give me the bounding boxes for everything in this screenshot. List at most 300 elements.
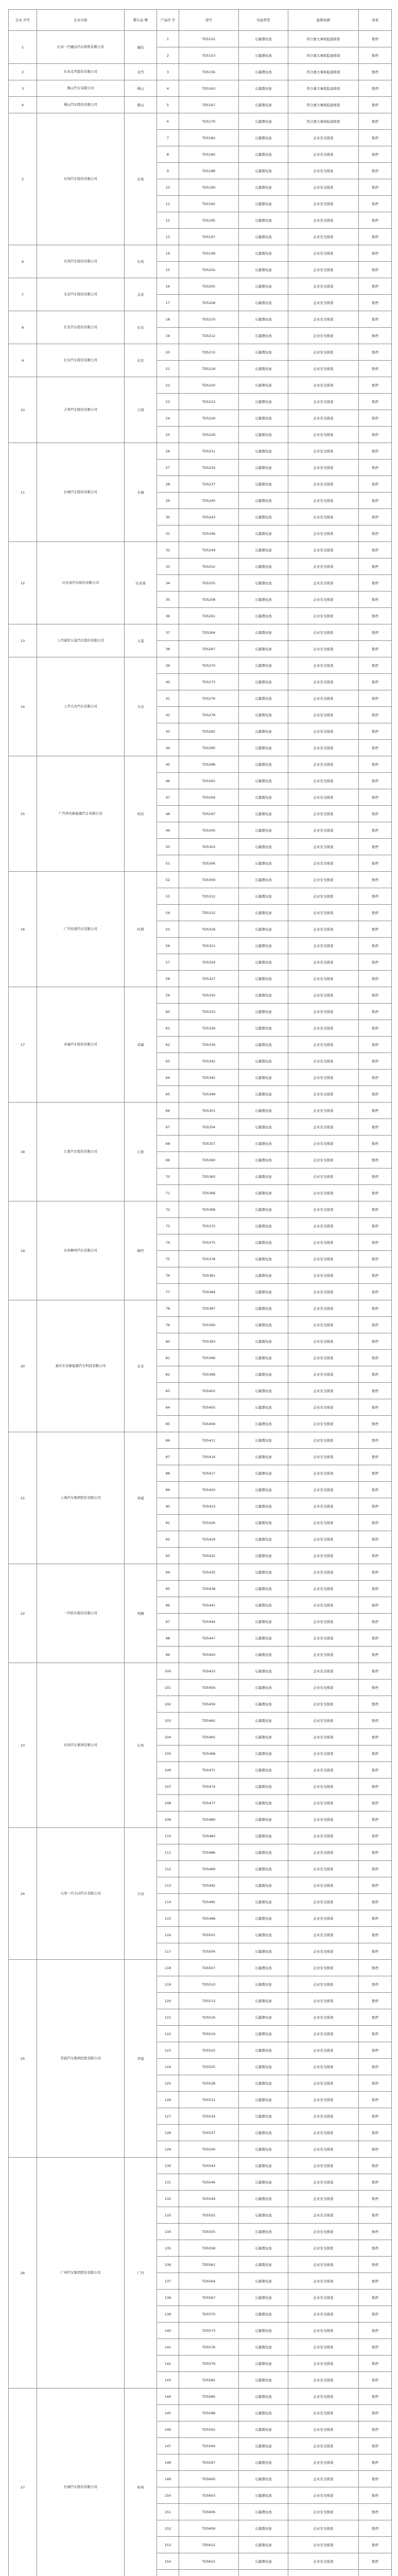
product-seq-cell: 9 bbox=[157, 163, 179, 179]
energy-test-cell: 企业安全排查 bbox=[288, 1581, 359, 1597]
energy-test-cell: 企业安全排查 bbox=[288, 1449, 359, 1465]
model-cell: TD5393 bbox=[179, 1333, 239, 1350]
product-seq-cell: 140 bbox=[157, 2323, 179, 2339]
product-seq-cell: 79 bbox=[157, 1317, 179, 1333]
battery-type-cell: 石墨锂电池 bbox=[239, 674, 288, 690]
battery-type-cell: 石墨锂电池 bbox=[239, 1383, 288, 1399]
brand-cell: 华晨 bbox=[124, 1960, 157, 2158]
model-cell: TD5429 bbox=[179, 1531, 239, 1548]
table-row bbox=[9, 443, 392, 460]
battery-type-cell: 石墨锂电池 bbox=[239, 295, 288, 311]
energy-test-cell: 企业安全排查 bbox=[288, 641, 359, 657]
company-name-cell: 长城汽车股份有限公司 bbox=[37, 2388, 125, 2576]
product-seq-cell: 3 bbox=[157, 64, 179, 80]
filing-cell: 暂停 bbox=[359, 690, 392, 707]
filing-cell: 暂停 bbox=[359, 1993, 392, 2009]
model-cell: TD5327 bbox=[179, 971, 239, 987]
model-cell: TD5330 bbox=[179, 987, 239, 1004]
filing-cell: 暂停 bbox=[359, 624, 392, 641]
product-seq-cell: 68 bbox=[157, 1136, 179, 1152]
product-seq-cell: 112 bbox=[157, 1861, 179, 1877]
filing-cell: 暂停 bbox=[359, 674, 392, 690]
product-seq-cell: 60 bbox=[157, 1004, 179, 1020]
battery-type-cell: 石墨锂电池 bbox=[239, 1943, 288, 1960]
filing-cell: 暂停 bbox=[359, 1284, 392, 1300]
model-cell: TD5202 bbox=[179, 262, 239, 278]
brand-cell: 奇瑞 bbox=[124, 987, 157, 1103]
battery-type-cell: 石墨锂电池 bbox=[239, 130, 288, 146]
product-seq-cell: 123 bbox=[157, 2042, 179, 2059]
filing-cell: 暂停 bbox=[359, 31, 392, 47]
filing-cell: 暂停 bbox=[359, 2520, 392, 2537]
battery-type-cell: 石墨锂电池 bbox=[239, 229, 288, 245]
filing-cell: 暂停 bbox=[359, 196, 392, 212]
energy-test-cell: 企业安全排查 bbox=[288, 690, 359, 707]
filing-cell: 暂停 bbox=[359, 97, 392, 113]
model-cell: TD5531 bbox=[179, 2092, 239, 2108]
filing-cell: 暂停 bbox=[359, 344, 392, 361]
product-seq-cell: 109 bbox=[157, 1811, 179, 1828]
energy-test-cell: 企业安全排查 bbox=[288, 1894, 359, 1910]
company-seq-cell: 3 bbox=[9, 80, 37, 97]
filing-cell: 暂停 bbox=[359, 1976, 392, 1993]
company-seq-cell: 25 bbox=[9, 1960, 37, 2158]
filing-cell: 暂停 bbox=[359, 2009, 392, 2026]
product-seq-cell: 121 bbox=[157, 2009, 179, 2026]
battery-type-cell: 石墨锂电池 bbox=[239, 262, 288, 278]
company-name-cell: 东风柳州汽车有限公司 bbox=[37, 1201, 125, 1300]
model-cell: TD5192 bbox=[179, 196, 239, 212]
product-seq-cell: 31 bbox=[157, 526, 179, 542]
product-seq-cell: 144 bbox=[157, 2388, 179, 2405]
product-seq-cell: 58 bbox=[157, 971, 179, 987]
model-cell: TD5229 bbox=[179, 427, 239, 443]
energy-test-cell: 企业安全排查 bbox=[288, 2405, 359, 2421]
model-cell: TD5294 bbox=[179, 789, 239, 806]
product-seq-cell: 89 bbox=[157, 1482, 179, 1498]
filing-cell: 暂停 bbox=[359, 1119, 392, 1136]
filing-cell: 暂停 bbox=[359, 1004, 392, 1020]
energy-test-cell: 企业安全排查 bbox=[288, 657, 359, 674]
product-seq-cell: 25 bbox=[157, 427, 179, 443]
model-cell: TD5477 bbox=[179, 1795, 239, 1811]
product-seq-cell: 134 bbox=[157, 2224, 179, 2240]
company-name-cell: 上汽通用五菱汽车股份有限公司 bbox=[37, 624, 125, 657]
model-cell: TD5552 bbox=[179, 2207, 239, 2224]
filing-cell: 暂停 bbox=[359, 2108, 392, 2125]
product-seq-cell: 24 bbox=[157, 410, 179, 427]
model-cell: TD5220 bbox=[179, 377, 239, 394]
company-seq-cell: 17 bbox=[9, 987, 37, 1103]
model-cell: TD5218 bbox=[179, 361, 239, 377]
company-seq-cell: 26 bbox=[9, 2158, 37, 2388]
battery-type-cell: 石墨锂电池 bbox=[239, 2059, 288, 2075]
product-seq-cell: 111 bbox=[157, 1844, 179, 1861]
model-cell: TD5444 bbox=[179, 1614, 239, 1630]
energy-test-cell: 企业安全排查 bbox=[288, 1201, 359, 1218]
filing-cell: 暂停 bbox=[359, 245, 392, 262]
table-row bbox=[9, 278, 392, 295]
energy-test-cell: 企业安全排查 bbox=[288, 558, 359, 575]
battery-type-cell: 石墨锂电池 bbox=[239, 163, 288, 179]
energy-test-cell: 企业安全排查 bbox=[288, 1465, 359, 1482]
filing-cell: 暂停 bbox=[359, 443, 392, 460]
product-seq-cell: 44 bbox=[157, 740, 179, 756]
brand-cell: 北汽 bbox=[124, 64, 157, 80]
model-cell: TD5561 bbox=[179, 2257, 239, 2273]
model-cell: TD5381 bbox=[179, 1267, 239, 1284]
table-row bbox=[9, 756, 392, 773]
battery-type-cell: 石墨锂电池 bbox=[239, 1070, 288, 1086]
product-seq-cell: 75 bbox=[157, 1251, 179, 1267]
energy-test-cell: 企业安全排查 bbox=[288, 2504, 359, 2520]
table-row bbox=[9, 1103, 392, 1119]
filing-cell bbox=[359, 2570, 392, 2576]
product-seq-cell: 97 bbox=[157, 1614, 179, 1630]
model-cell: TD5555 bbox=[179, 2224, 239, 2240]
filing-cell: 暂停 bbox=[359, 591, 392, 608]
battery-type-cell: 石墨锂电池 bbox=[239, 509, 288, 526]
product-seq-cell: 5 bbox=[157, 97, 179, 113]
filing-cell: 暂停 bbox=[359, 1103, 392, 1119]
filing-cell: 暂停 bbox=[359, 130, 392, 146]
battery-type-cell: 石墨锂电池 bbox=[239, 1713, 288, 1729]
product-seq-cell: 59 bbox=[157, 987, 179, 1004]
energy-test-cell: 企业安全排查 bbox=[288, 2339, 359, 2355]
battery-type-cell: 石墨锂电池 bbox=[239, 1053, 288, 1070]
filing-cell: 暂停 bbox=[359, 1960, 392, 1976]
energy-test-cell: 企业安全排查 bbox=[288, 361, 359, 377]
battery-type-cell: 石墨锂电池 bbox=[239, 608, 288, 624]
battery-type-cell: 石墨锂电池 bbox=[239, 1910, 288, 1927]
model-cell: TD5495 bbox=[179, 1894, 239, 1910]
model-cell: TD5594 bbox=[179, 2438, 239, 2454]
energy-test-cell: 企业安全排查 bbox=[288, 2174, 359, 2191]
model-cell: TD5252 bbox=[179, 558, 239, 575]
battery-type-cell: 石墨锂电池 bbox=[239, 1432, 288, 1449]
product-seq-cell: 64 bbox=[157, 1070, 179, 1086]
product-seq-cell: 67 bbox=[157, 1119, 179, 1136]
battery-type-cell: 石墨锂电池 bbox=[239, 1103, 288, 1119]
model-cell: TD5603 bbox=[179, 2487, 239, 2504]
brand-cell: 荣威 bbox=[124, 1432, 157, 1564]
model-cell: TD5513 bbox=[179, 1993, 239, 2009]
filing-cell: 暂停 bbox=[359, 1432, 392, 1449]
product-seq-cell: 56 bbox=[157, 938, 179, 954]
energy-test-cell: 企业安全排查 bbox=[288, 1267, 359, 1284]
product-seq-cell: 2 bbox=[157, 47, 179, 64]
battery-type-cell: 石墨锂电池 bbox=[239, 938, 288, 954]
battery-type-cell: 石墨锂电池 bbox=[239, 1284, 288, 1300]
energy-test-cell: 企业安全排查 bbox=[288, 1300, 359, 1317]
battery-type-cell: 石墨锂电池 bbox=[239, 47, 288, 64]
battery-type-cell: 石墨锂电池 bbox=[239, 146, 288, 163]
filing-cell: 暂停 bbox=[359, 2059, 392, 2075]
company-seq-cell: 27 bbox=[9, 2388, 37, 2576]
product-seq-cell: 119 bbox=[157, 1976, 179, 1993]
energy-test-cell: 企业安全排查 bbox=[288, 1004, 359, 1020]
energy-test-cell: 企业安全排查 bbox=[288, 2323, 359, 2339]
energy-test-cell: 企业安全排查 bbox=[288, 2306, 359, 2323]
model-cell: TD5246 bbox=[179, 526, 239, 542]
battery-type-cell: 石墨锂电池 bbox=[239, 773, 288, 789]
filing-cell: 暂停 bbox=[359, 427, 392, 443]
model-cell: TD5546 bbox=[179, 2174, 239, 2191]
product-seq-cell: 133 bbox=[157, 2207, 179, 2224]
model-cell: TD5507 bbox=[179, 1960, 239, 1976]
model-cell: TD5197 bbox=[179, 229, 239, 245]
brand-cell: 东风 bbox=[124, 1663, 157, 1828]
filing-cell: 暂停 bbox=[359, 2026, 392, 2042]
energy-test-cell: 企业安全排查 bbox=[288, 2290, 359, 2306]
company-seq-cell: 2 bbox=[9, 64, 37, 80]
model-cell: TD5465 bbox=[179, 1729, 239, 1745]
battery-type-cell: 石墨锂电池 bbox=[239, 1482, 288, 1498]
brand-cell: 长城 bbox=[124, 443, 157, 542]
filing-cell: 暂停 bbox=[359, 394, 392, 410]
filing-cell: 暂停 bbox=[359, 1515, 392, 1531]
battery-type-cell: 石墨锂电池 bbox=[239, 987, 288, 1004]
filing-cell: 暂停 bbox=[359, 410, 392, 427]
model-cell: TD5357 bbox=[179, 1136, 239, 1152]
product-seq-cell: 76 bbox=[157, 1267, 179, 1284]
model-cell: TD5534 bbox=[179, 2108, 239, 2125]
energy-test-cell: 企业安全排查 bbox=[288, 2042, 359, 2059]
product-seq-cell: 54 bbox=[157, 905, 179, 921]
energy-test-cell: 企业安全排查 bbox=[288, 905, 359, 921]
model-cell: TD5474 bbox=[179, 1778, 239, 1795]
filing-cell: 暂停 bbox=[359, 2537, 392, 2553]
energy-test-cell: 企业安全排查 bbox=[288, 1070, 359, 1086]
model-cell: TD5208 bbox=[179, 295, 239, 311]
model-cell: TD5163 bbox=[179, 80, 239, 97]
battery-type-cell: 石墨锂电池 bbox=[239, 1745, 288, 1762]
brand-cell: 北京 bbox=[124, 278, 157, 311]
energy-test-cell: 企业安全排查 bbox=[288, 1993, 359, 2009]
energy-test-cell: 企业安全排查 bbox=[288, 2537, 359, 2553]
model-cell: TD5199 bbox=[179, 245, 239, 262]
battery-type-cell: 石墨锂电池 bbox=[239, 1366, 288, 1383]
company-name-cell: 华晨汽车集团控股有限公司 bbox=[37, 1960, 125, 2158]
model-cell: TD5261 bbox=[179, 608, 239, 624]
filing-cell: 暂停 bbox=[359, 2355, 392, 2372]
filing-cell: 暂停 bbox=[359, 262, 392, 278]
battery-type-cell: 石墨锂电池 bbox=[239, 245, 288, 262]
table-row bbox=[9, 657, 392, 674]
battery-type-cell: 石墨锂电池 bbox=[239, 476, 288, 493]
filing-cell: 暂停 bbox=[359, 872, 392, 888]
product-seq-cell: 143 bbox=[157, 2372, 179, 2388]
energy-test-cell: 企业安全排查 bbox=[288, 872, 359, 888]
filing-cell: 暂停 bbox=[359, 1136, 392, 1152]
brand-cell: 捷达 bbox=[124, 31, 157, 64]
product-seq-cell: 81 bbox=[157, 1350, 179, 1366]
battery-type-cell: 石墨锂电池 bbox=[239, 311, 288, 328]
table-row bbox=[9, 2388, 392, 2405]
model-cell: TD5579 bbox=[179, 2355, 239, 2372]
product-seq-cell: 118 bbox=[157, 1960, 179, 1976]
energy-test-cell: 企业安全排查 bbox=[288, 2421, 359, 2438]
company-seq-cell: 22 bbox=[9, 1564, 37, 1663]
product-seq-cell: 78 bbox=[157, 1300, 179, 1317]
filing-cell: 暂停 bbox=[359, 2042, 392, 2059]
product-seq-cell: 12 bbox=[157, 212, 179, 229]
model-cell: TD5279 bbox=[179, 707, 239, 723]
energy-test-cell: 企业安全排查 bbox=[288, 509, 359, 526]
energy-test-cell: 企业安全排查 bbox=[288, 1333, 359, 1350]
header-product-seq: 产品序 号 bbox=[157, 10, 179, 31]
battery-type-cell: 石墨锂电池 bbox=[239, 1267, 288, 1284]
energy-test-cell: 企业安全排查 bbox=[288, 888, 359, 905]
product-seq-cell: 100 bbox=[157, 1663, 179, 1680]
energy-test-cell: 企业安全排查 bbox=[288, 2257, 359, 2273]
company-name-cell: 佛山汽车有限公司 bbox=[37, 80, 125, 97]
model-cell: TD5185 bbox=[179, 146, 239, 163]
energy-test-cell: 企业安全排查 bbox=[288, 542, 359, 558]
battery-type-cell: 石墨锂电池 bbox=[239, 2141, 288, 2158]
filing-cell: 暂停 bbox=[359, 2125, 392, 2141]
product-seq-cell: 141 bbox=[157, 2339, 179, 2355]
energy-test-cell: 企业安全排查 bbox=[288, 1086, 359, 1103]
energy-test-cell: 企业安全排查 bbox=[288, 1053, 359, 1070]
energy-test-cell: 企业安全排查 bbox=[288, 493, 359, 509]
header-company-name: 企业名称 bbox=[37, 10, 125, 31]
filing-cell: 暂停 bbox=[359, 2553, 392, 2570]
battery-type-cell: 石墨锂电池 bbox=[239, 839, 288, 855]
filing-cell: 暂停 bbox=[359, 1498, 392, 1515]
model-cell: TD5522 bbox=[179, 2042, 239, 2059]
product-seq-cell: 98 bbox=[157, 1630, 179, 1647]
battery-type-cell: 石墨锂电池 bbox=[239, 2257, 288, 2273]
battery-type-cell: 石墨锂电池 bbox=[239, 2191, 288, 2207]
company-name-cell: 上汽大众汽车有限公司 bbox=[37, 657, 125, 756]
product-seq-cell: 110 bbox=[157, 1828, 179, 1844]
model-cell: TD5342 bbox=[179, 1053, 239, 1070]
battery-type-cell: 石墨锂电池 bbox=[239, 1234, 288, 1251]
battery-type-cell: 石墨锂电池 bbox=[239, 707, 288, 723]
model-cell: TD5408 bbox=[179, 1416, 239, 1432]
table-row bbox=[9, 377, 392, 394]
filing-cell: 暂停 bbox=[359, 2421, 392, 2438]
filing-cell: 暂停 bbox=[359, 476, 392, 493]
product-seq-cell: 147 bbox=[157, 2438, 179, 2454]
battery-type-cell: 石墨锂电池 bbox=[239, 1531, 288, 1548]
energy-test-cell: 企业安全排查 bbox=[288, 2454, 359, 2471]
filing-cell: 暂停 bbox=[359, 2273, 392, 2290]
model-cell: TD5309 bbox=[179, 872, 239, 888]
filing-cell: 暂停 bbox=[359, 179, 392, 196]
energy-test-cell: 企业安全排查 bbox=[288, 1713, 359, 1729]
company-name-cell: 奇瑞汽车股份有限公司 bbox=[37, 987, 125, 1103]
filing-cell: 暂停 bbox=[359, 47, 392, 64]
model-cell: TD5152 bbox=[179, 31, 239, 47]
battery-type-cell: 石墨锂电池 bbox=[239, 2224, 288, 2240]
model-cell: TD5462 bbox=[179, 1713, 239, 1729]
filing-cell: 暂停 bbox=[359, 1185, 392, 1201]
filing-cell: 暂停 bbox=[359, 1399, 392, 1416]
model-cell: TD5609 bbox=[179, 2520, 239, 2537]
energy-test-cell: 企业安全排查 bbox=[288, 740, 359, 756]
battery-type-cell: 石墨锂电池 bbox=[239, 427, 288, 443]
battery-type-cell: 石墨锂电池 bbox=[239, 1465, 288, 1482]
battery-type-cell: 石墨锂电池 bbox=[239, 1597, 288, 1614]
battery-type-cell: 石墨锂电池 bbox=[239, 740, 288, 756]
battery-type-cell: 石墨锂电池 bbox=[239, 1300, 288, 1317]
company-seq-cell: 1 bbox=[9, 31, 37, 64]
battery-type-cell: 石墨锂电池 bbox=[239, 2323, 288, 2339]
product-seq-cell: 41 bbox=[157, 690, 179, 707]
filing-cell: 暂停 bbox=[359, 2405, 392, 2421]
header-energy-test: 能耗检测 bbox=[288, 10, 359, 31]
battery-type-cell bbox=[239, 2570, 288, 2576]
table-body bbox=[9, 31, 392, 2576]
product-seq-cell: 13 bbox=[157, 229, 179, 245]
product-seq-cell: 92 bbox=[157, 1531, 179, 1548]
energy-test-cell: 企业安全排查 bbox=[288, 1844, 359, 1861]
energy-test-cell: 企业安全排查 bbox=[288, 179, 359, 196]
model-cell: TD5231 bbox=[179, 443, 239, 460]
battery-type-cell: 石墨锂电池 bbox=[239, 1795, 288, 1811]
model-cell: TD5318 bbox=[179, 921, 239, 938]
model-cell: TD5205 bbox=[179, 278, 239, 295]
table-row bbox=[9, 1960, 392, 1976]
model-cell: TD5396 bbox=[179, 1350, 239, 1366]
company-name-cell: 广汽传祺汽车有限公司 bbox=[37, 872, 125, 987]
filing-cell: 暂停 bbox=[359, 575, 392, 591]
product-seq-cell: 63 bbox=[157, 1053, 179, 1070]
filing-cell: 暂停 bbox=[359, 1762, 392, 1778]
filing-cell: 暂停 bbox=[359, 212, 392, 229]
filing-cell: 暂停 bbox=[359, 460, 392, 476]
battery-type-cell: 石墨锂电池 bbox=[239, 1004, 288, 1020]
energy-test-cell: 企业安全排查 bbox=[288, 328, 359, 344]
model-cell: TD5237 bbox=[179, 476, 239, 493]
model-cell: TD5215 bbox=[179, 344, 239, 361]
filing-cell: 暂停 bbox=[359, 493, 392, 509]
filing-cell: 暂停 bbox=[359, 1581, 392, 1597]
model-cell: TD5249 bbox=[179, 542, 239, 558]
company-name-cell: 东风汽车集团有限公司 bbox=[37, 1663, 125, 1828]
battery-type-cell: 石墨锂电池 bbox=[239, 624, 288, 641]
table-row bbox=[9, 31, 392, 47]
model-cell: TD5447 bbox=[179, 1630, 239, 1647]
brand-cell: 奔腾 bbox=[124, 1564, 157, 1663]
header-battery-type: 电池类型 bbox=[239, 10, 288, 31]
energy-test-cell: 企业安全排查 bbox=[288, 591, 359, 608]
battery-type-cell: 石墨锂电池 bbox=[239, 2355, 288, 2372]
energy-test-cell: 企业安全排查 bbox=[288, 2487, 359, 2504]
energy-test-cell: 企业安全排查 bbox=[288, 674, 359, 690]
energy-test-cell: 企业安全排查 bbox=[288, 756, 359, 773]
company-seq-cell: 15 bbox=[9, 756, 37, 872]
product-seq-cell: 71 bbox=[157, 1185, 179, 1201]
energy-test-cell: 企业安全排查 bbox=[288, 1630, 359, 1647]
battery-type-cell: 石墨锂电池 bbox=[239, 2042, 288, 2059]
product-seq-cell: 154 bbox=[157, 2553, 179, 2570]
model-cell: TD5291 bbox=[179, 773, 239, 789]
company-seq-cell: 4 bbox=[9, 97, 37, 113]
filing-cell: 暂停 bbox=[359, 806, 392, 822]
company-seq-cell: 8 bbox=[9, 311, 37, 344]
energy-test-cell: 企业安全排查 bbox=[288, 1399, 359, 1416]
energy-test-cell: 企业安全排查 bbox=[288, 410, 359, 427]
filing-cell: 暂停 bbox=[359, 1844, 392, 1861]
filing-cell: 暂停 bbox=[359, 954, 392, 971]
product-seq-cell: 19 bbox=[157, 328, 179, 344]
product-seq-cell: 115 bbox=[157, 1910, 179, 1927]
battery-type-cell: 石墨锂电池 bbox=[239, 526, 288, 542]
filing-cell: 暂停 bbox=[359, 2158, 392, 2174]
